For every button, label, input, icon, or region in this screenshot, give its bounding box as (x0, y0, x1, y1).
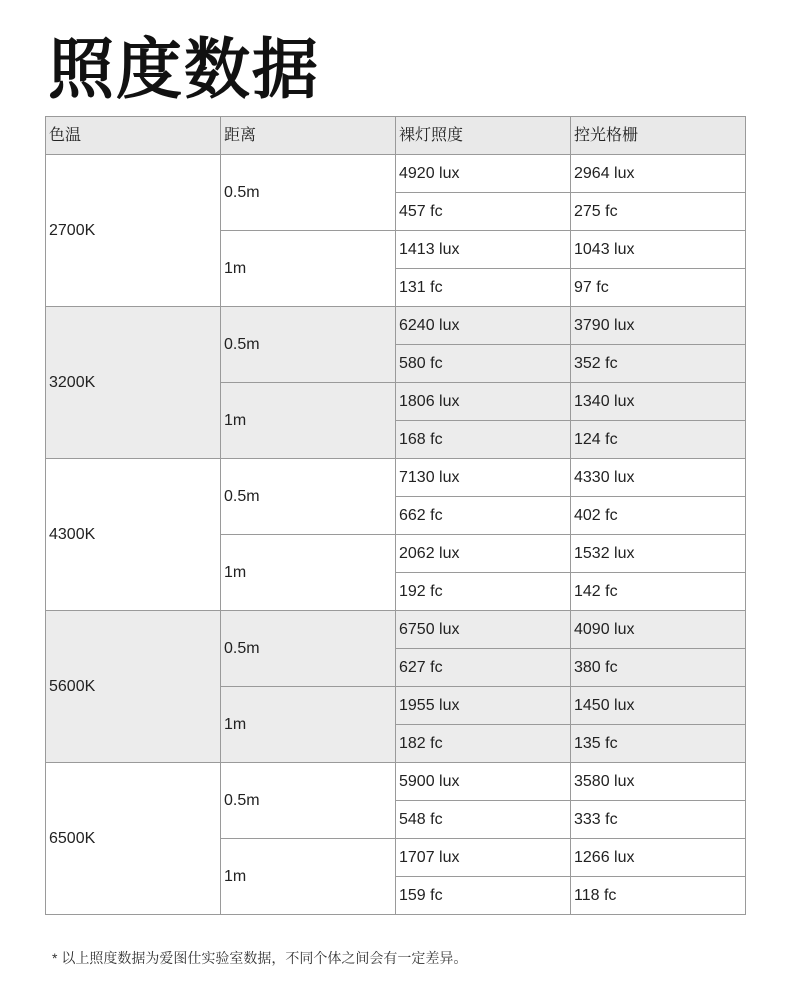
bare-light-value: 548 fc (396, 801, 571, 839)
bare-light-value: 168 fc (396, 421, 571, 459)
grid-value: 118 fc (571, 877, 746, 915)
header-bare-light: 裸灯照度 (396, 117, 571, 155)
table-row (46, 611, 746, 649)
distance-cell: 0.5m (221, 459, 396, 535)
table-header-row (46, 117, 746, 155)
bare-light-value: 627 fc (396, 649, 571, 687)
bare-light-value: 1707 lux (396, 839, 571, 877)
grid-value: 4330 lux (571, 459, 746, 497)
grid-value: 1450 lux (571, 687, 746, 725)
grid-value: 97 fc (571, 269, 746, 307)
footnote: * 以上照度数据为爱图仕实验室数据，不同个体之间会有一定差异。 (52, 950, 468, 966)
bare-light-value: 457 fc (396, 193, 571, 231)
distance-cell: 0.5m (221, 155, 396, 231)
grid-value: 275 fc (571, 193, 746, 231)
bare-light-value: 1413 lux (396, 231, 571, 269)
grid-value: 402 fc (571, 497, 746, 535)
color-temp-cell: 3200K (46, 307, 221, 459)
header-color-temp: 色温 (46, 117, 221, 155)
color-temp-cell: 2700K (46, 155, 221, 307)
grid-value: 1340 lux (571, 383, 746, 421)
grid-value: 1043 lux (571, 231, 746, 269)
color-temp-cell: 5600K (46, 611, 221, 763)
color-temp-cell: 6500K (46, 763, 221, 915)
bare-light-value: 2062 lux (396, 535, 571, 573)
distance-cell: 1m (221, 231, 396, 307)
table-row (46, 763, 746, 801)
table-row (46, 459, 746, 497)
distance-cell: 1m (221, 383, 396, 459)
grid-value: 352 fc (571, 345, 746, 383)
table-row (46, 307, 746, 345)
page-title: 照度数据 (48, 31, 320, 108)
bare-light-value: 580 fc (396, 345, 571, 383)
table-row (46, 155, 746, 193)
distance-cell: 0.5m (221, 611, 396, 687)
grid-value: 142 fc (571, 573, 746, 611)
grid-value: 1532 lux (571, 535, 746, 573)
illuminance-table (45, 116, 746, 915)
grid-value: 380 fc (571, 649, 746, 687)
distance-cell: 1m (221, 839, 396, 915)
bare-light-value: 7130 lux (396, 459, 571, 497)
bare-light-value: 192 fc (396, 573, 571, 611)
bare-light-value: 1955 lux (396, 687, 571, 725)
bare-light-value: 662 fc (396, 497, 571, 535)
grid-value: 2964 lux (571, 155, 746, 193)
grid-value: 3580 lux (571, 763, 746, 801)
bare-light-value: 159 fc (396, 877, 571, 915)
header-distance: 距离 (221, 117, 396, 155)
distance-cell: 0.5m (221, 307, 396, 383)
bare-light-value: 5900 lux (396, 763, 571, 801)
color-temp-cell: 4300K (46, 459, 221, 611)
grid-value: 1266 lux (571, 839, 746, 877)
header-grid: 控光格栅 (571, 117, 746, 155)
bare-light-value: 4920 lux (396, 155, 571, 193)
bare-light-value: 182 fc (396, 725, 571, 763)
grid-value: 124 fc (571, 421, 746, 459)
grid-value: 333 fc (571, 801, 746, 839)
bare-light-value: 6240 lux (396, 307, 571, 345)
bare-light-value: 131 fc (396, 269, 571, 307)
bare-light-value: 1806 lux (396, 383, 571, 421)
bare-light-value: 6750 lux (396, 611, 571, 649)
grid-value: 3790 lux (571, 307, 746, 345)
distance-cell: 0.5m (221, 763, 396, 839)
distance-cell: 1m (221, 687, 396, 763)
grid-value: 4090 lux (571, 611, 746, 649)
grid-value: 135 fc (571, 725, 746, 763)
distance-cell: 1m (221, 535, 396, 611)
